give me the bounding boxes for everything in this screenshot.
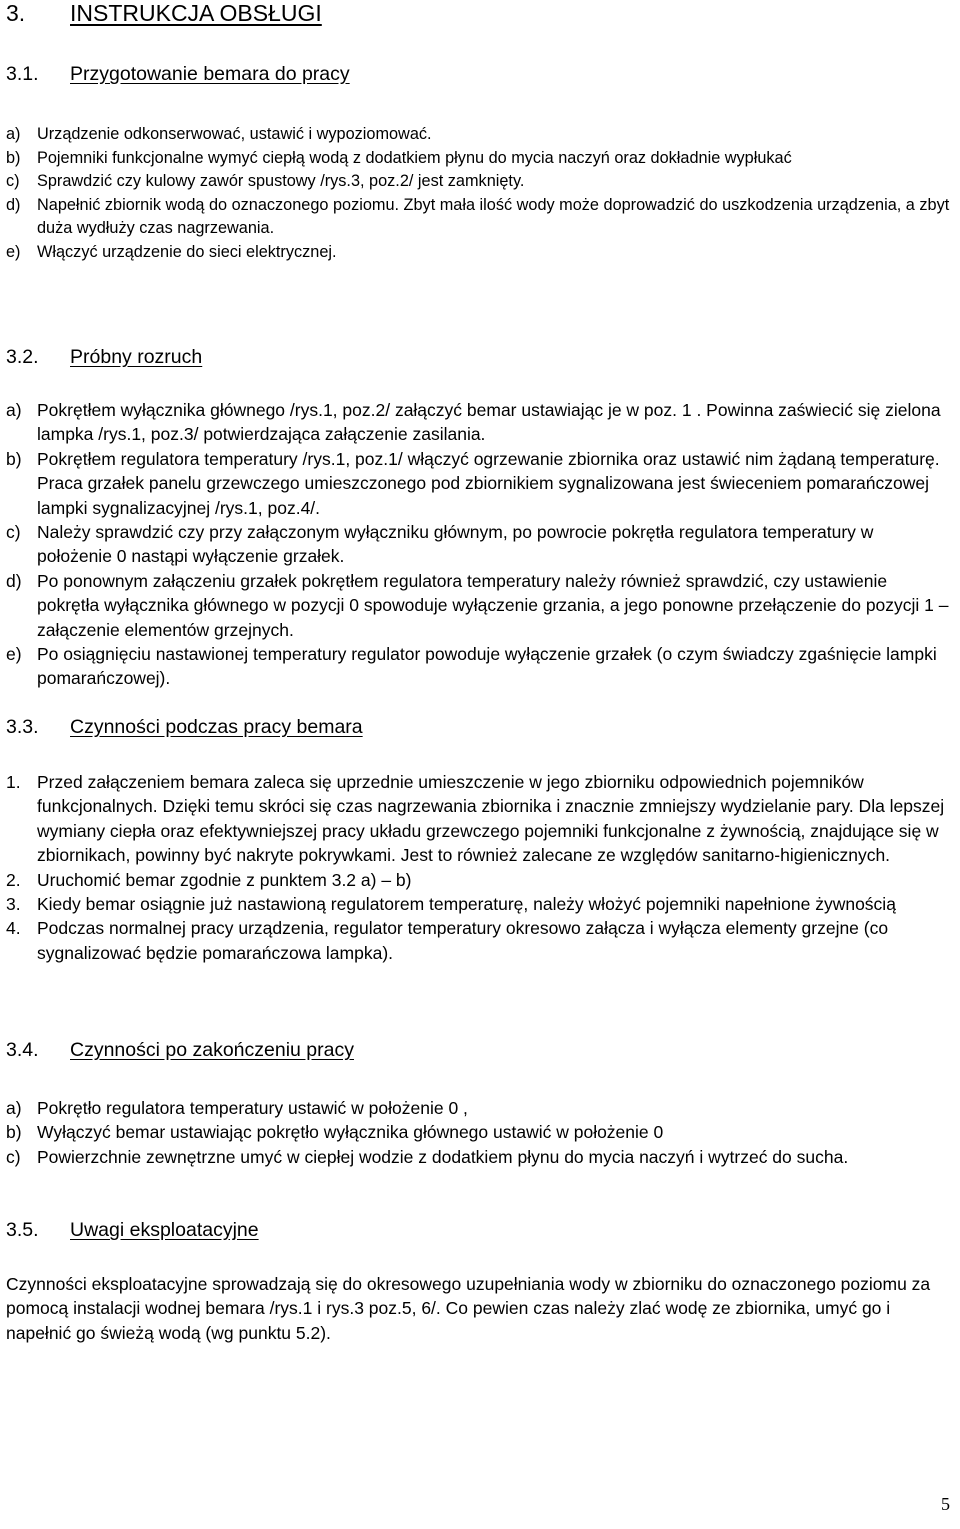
list-marker: b) [6, 148, 21, 167]
list-text: Pokrętłem wyłącznika głównego /rys.1, poz.2/ załączyć bemar ustawiając je w poz. 1 . Powinna zaświecić się zielona lampka /rys.1, poz.3/ potwierdzająca załączenie zasilania. [37, 400, 941, 445]
list-marker: d) [6, 570, 22, 591]
test-run-list [6, 398, 950, 691]
list-item [6, 447, 950, 520]
list-marker: 4. [6, 918, 21, 939]
section-title: INSTRUKCJA OBSŁUGI [70, 0, 322, 26]
list-item [6, 1145, 950, 1169]
list-marker: a) [6, 1098, 22, 1118]
list-marker: b) [6, 1122, 22, 1143]
list-text: Pokrętło regulatora temperatury ustawić w położenie 0 , [37, 1098, 468, 1118]
list-item [6, 123, 950, 147]
section-heading-3 [6, 0, 322, 26]
list-item [6, 642, 950, 691]
list-text: Wyłączyć bemar ustawiając pokrętło wyłącznika głównego ustawić w położenie 0 [37, 1122, 664, 1143]
list-marker: a) [6, 400, 22, 420]
operational-notes-paragraph: Czynności eksploatacyjne sprowadzają się do okresowego uzupełniania wody w zbiorniku do oznaczonego poziomu za pomocą instalacji wodnej bemara /rys.1 i rys.3 poz.5, 6/. Co pewien czas należy zlać wodę ze zbiornika, umyć go i napełnić go świeżą wodą (wg punktu 5.2). [6, 1274, 931, 1343]
operation-list [6, 770, 950, 965]
page-number: 5 [941, 1494, 950, 1514]
list-text: Kiedy bemar osiągnie już nastawioną regulatorem temperaturę, należy włożyć pojemniki napełnione żywnością [37, 894, 896, 915]
list-text: Sprawdzić czy kulowy zawór spustowy /rys.3, poz.2/ jest zamknięty. [37, 172, 525, 191]
list-marker: d) [6, 195, 21, 214]
list-marker: e) [6, 242, 21, 261]
list-text: Urządzenie odkonserwować, ustawić i wypoziomować. [37, 125, 432, 143]
list-item [6, 770, 950, 868]
list-text: Napełnić zbiornik wodą do oznaczonego poziomu. Zbyt mała ilość wody może doprowadzić do uszkodzenia urządzenia, a zbyt duża wydłuży czas nagrzewania. [37, 195, 950, 238]
list-item [6, 569, 950, 642]
subsection-heading-3-5 [6, 1218, 259, 1242]
subsection-number: 3.1. [6, 63, 39, 85]
preparation-list [6, 123, 950, 265]
subsection-heading-3-1 [6, 62, 350, 86]
list-text: Uruchomić bemar zgodnie z punktem 3.2 a) – b) [37, 869, 412, 890]
list-item [6, 194, 950, 241]
subsection-title: Próbny rozruch [70, 346, 203, 368]
subsection-number: 3.3. [6, 716, 39, 738]
subsection-heading-3-4 [6, 1038, 354, 1062]
list-item [6, 1096, 950, 1120]
subsection-title: Czynności po zakończeniu pracy [70, 1039, 354, 1061]
after-work-list [6, 1096, 950, 1169]
list-text: Pojemniki funkcjonalne wymyć ciepłą wodą z dodatkiem płynu do mycia naczyń oraz dokładnie wypłukać [37, 148, 792, 167]
list-marker: e) [6, 644, 22, 665]
list-marker: 2. [6, 869, 21, 890]
list-marker: c) [6, 172, 20, 191]
subsection-title: Czynności podczas pracy bemara [70, 716, 363, 738]
list-item [6, 147, 950, 171]
list-item [6, 916, 950, 965]
list-marker: c) [6, 522, 21, 543]
section-number: 3. [6, 0, 26, 26]
list-marker: b) [6, 448, 22, 469]
list-text: Po osiągnięciu nastawionej temperatury regulator powoduje wyłączenie grzałek (o czym świadczy zgaśnięcie lampki pomarańczowej). [37, 644, 937, 689]
subsection-title: Przygotowanie bemara do pracy [70, 63, 350, 85]
subsection-number: 3.2. [6, 346, 39, 368]
list-text: Włączyć urządzenie do sieci elektrycznej. [37, 242, 337, 261]
list-text: Podczas normalnej pracy urządzenia, regulator temperatury okresowo załącza i wyłącza elementy grzejne (co sygnalizować będzie pomarańczowa lampka). [37, 918, 889, 963]
list-marker: a) [6, 125, 21, 143]
list-item [6, 398, 950, 447]
list-marker: 1. [6, 772, 21, 792]
list-item [6, 520, 950, 569]
subsection-heading-3-2 [6, 345, 202, 369]
list-marker: c) [6, 1146, 21, 1167]
list-text: Należy sprawdzić czy przy załączonym wyłączniku głównym, po powrocie pokrętła regulatora temperatury w położenie 0 nastąpi wyłączenie grzałek. [37, 522, 874, 567]
subsection-number: 3.4. [6, 1039, 39, 1061]
subsection-heading-3-3 [6, 715, 363, 739]
list-text: Powierzchnie zewnętrzne umyć w ciepłej wodzie z dodatkiem płynu do mycia naczyń i wytrzeć do sucha. [37, 1146, 849, 1167]
list-item [6, 868, 950, 892]
subsection-number: 3.5. [6, 1219, 39, 1241]
list-text: Przed załączeniem bemara zaleca się uprzednie umieszczenie w jego zbiorniku odpowiednich pojemników funkcjonalnych. Dzięki temu skróci się czas nagrzewania zbiornika i znacznie zmniejszy wydzielanie pary. Dla lepszej wymiany ciepła oraz efektywniejszej pracy układu grzewczego pojemniki funkcjonalne z żywnością, znajdujące się w zbiornikach, powinny być nakryte pokrywkami. Jest to również zalecane ze względów sanitarno-higienicznych. [37, 772, 945, 866]
list-item [6, 241, 950, 265]
list-item [6, 892, 950, 916]
list-text: Po ponownym załączeniu grzałek pokrętłem regulatora temperatury należy również sprawdzić, czy ustawienie pokrętła wyłącznika głównego w pozycji 0 spowoduje wyłączenie grzania, a jego ponowne przełączenie do pozycji 1 – załączenie elementów grzejnych. [37, 570, 949, 640]
list-marker: 3. [6, 894, 21, 915]
list-item [6, 170, 950, 194]
subsection-title: Uwagi eksploatacyjne [70, 1219, 259, 1241]
list-item [6, 1120, 950, 1144]
list-text: Pokrętłem regulatora temperatury /rys.1, poz.1/ włączyć ogrzewanie zbiornika oraz ustawić nim żądaną temperaturę. Praca grzałek panelu grzewczego umieszczonego pod zbiornikiem sygnalizowana jest świeceniem pomarańczowej lampki sygnalizacyjnej /rys.1, poz.4/. [37, 448, 940, 518]
